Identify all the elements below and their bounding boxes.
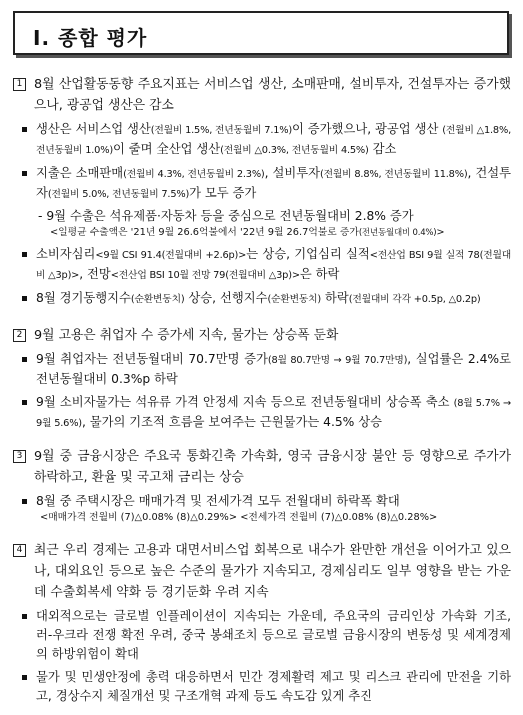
- bullet-item: 9월 취업자는 전년동월대비 70.7만명 증가(8월 80.7만명 → 9월 70.7만명), 실업률은 2.4%로 전년동월대비 0.3%p 하락: [12, 350, 511, 389]
- section-1: [12, 74, 511, 309]
- bullet-item: 소비자심리<9월 CSI 91.4(전월대비 +2.6p)>는 상승, 기업심리 실적<전산업 BSI 9월 실적 78(전월대비 △3p)>, 전망<전산업 BSI 10월 전망 79(전월대비 △3p)>은 하락: [12, 245, 511, 285]
- section-header-text: 8월 산업활동동향 주요지표는 서비스업 생산, 소매판매, 설비투자, 건설투자는 증가했으나, 광공업 생산은 감소: [34, 77, 511, 113]
- section-number: 1: [13, 78, 26, 91]
- bullet-item: 8월 경기동행지수(순환변동치) 상승, 선행지수(순환변동치) 하락(전월대비 각각 +0.5p, △0.2p): [12, 289, 511, 309]
- note-text: <일평균 수출액은 '21년 9월 26.6억불에서 '22년 9월 26.7억불로 증가(전년동월대비 0.4%)>: [50, 227, 445, 238]
- bullet-item: 물가 및 민생안정에 총력 대응하면서 민간 경제활력 제고 및 리스크 관리에 만전을 기하고, 경상수지 체질개선 및 구조개혁 과제 등도 속도감 있게 추진: [12, 668, 511, 706]
- note-text: <매매가격 전월비 (7)△0.08% (8)△0.29%> <전세가격 전월비 (7)△0.08% (8)△0.28%>: [40, 512, 438, 523]
- section-header-text: 9월 고용은 취업자 수 증가세 지속, 물가는 상승폭 둔화: [34, 328, 339, 343]
- section-2: [12, 325, 511, 433]
- section-number: 2: [13, 329, 26, 342]
- section-header: [12, 74, 511, 116]
- title-box: [13, 11, 509, 55]
- section-header-text: 최근 우리 경제는 고용과 대면서비스업 회복으로 내수가 완만한 개선을 이어가고 있으나, 대외요인 등으로 높은 수준의 물가가 지속되고, 경제심리도 일부 영향을 받는 가운데 수출회복세 약화 등 경기둔화 우려 지속: [34, 543, 511, 600]
- section-header: [12, 540, 511, 603]
- bullet-item: 대외적으로는 글로벌 인플레이션이 지속되는 가운데, 주요국의 금리인상 가속화 기조, 러-우크라 전쟁 확전 우려, 중국 봉쇄조치 등으로 글로벌 금융시장의 변동성 및 세계경제의 하방위험이 확대: [12, 607, 511, 664]
- section-header: [12, 446, 511, 488]
- section-header: [12, 325, 511, 346]
- section-3: [12, 446, 511, 525]
- section-4: [12, 540, 511, 706]
- bullet-item: 생산은 서비스업 생산(전월비 1.5%, 전년동월비 7.1%)이 증가했으나, 광공업 생산 (전월비 △1.8%, 전년동월비 1.0%)이 줄며 全산업 생산(전월비 △0.3%, 전년동월비 4.5%) 감소: [12, 120, 511, 160]
- section-number: 3: [13, 450, 26, 463]
- bullet-item: 8월 중 주택시장은 매매가격 및 전세가격 모두 전월대비 하락폭 확대: [12, 492, 511, 511]
- sub-item: - 9월 수출은 석유제품·자동차 등을 중심으로 전년동월대비 2.8% 증가: [38, 209, 414, 223]
- section-header-text: 9월 중 금융시장은 주요국 통화긴축 가속화, 영국 금융시장 불안 등 영향으로 주가가 하락하고, 환율 및 국고채 금리는 상승: [34, 449, 511, 485]
- section-number: 4: [13, 544, 26, 557]
- bullet-item: 지출은 소매판매(전월비 4.3%, 전년동월비 2.3%), 설비투자(전월비 8.8%, 전년동월비 11.8%), 건설투자(전월비 5.0%, 전년동월비 7.5%)가 모두 증가: [12, 164, 511, 204]
- page-title: Ⅰ. 종합 평가: [33, 26, 148, 50]
- bullet-item: 9월 소비자물가는 석유류 가격 안정세 지속 등으로 전년동월대비 상승폭 축소 (8월 5.7% → 9월 5.6%), 물가의 기조적 흐름을 보여주는 근원물가는 4.5% 상승: [12, 393, 511, 433]
